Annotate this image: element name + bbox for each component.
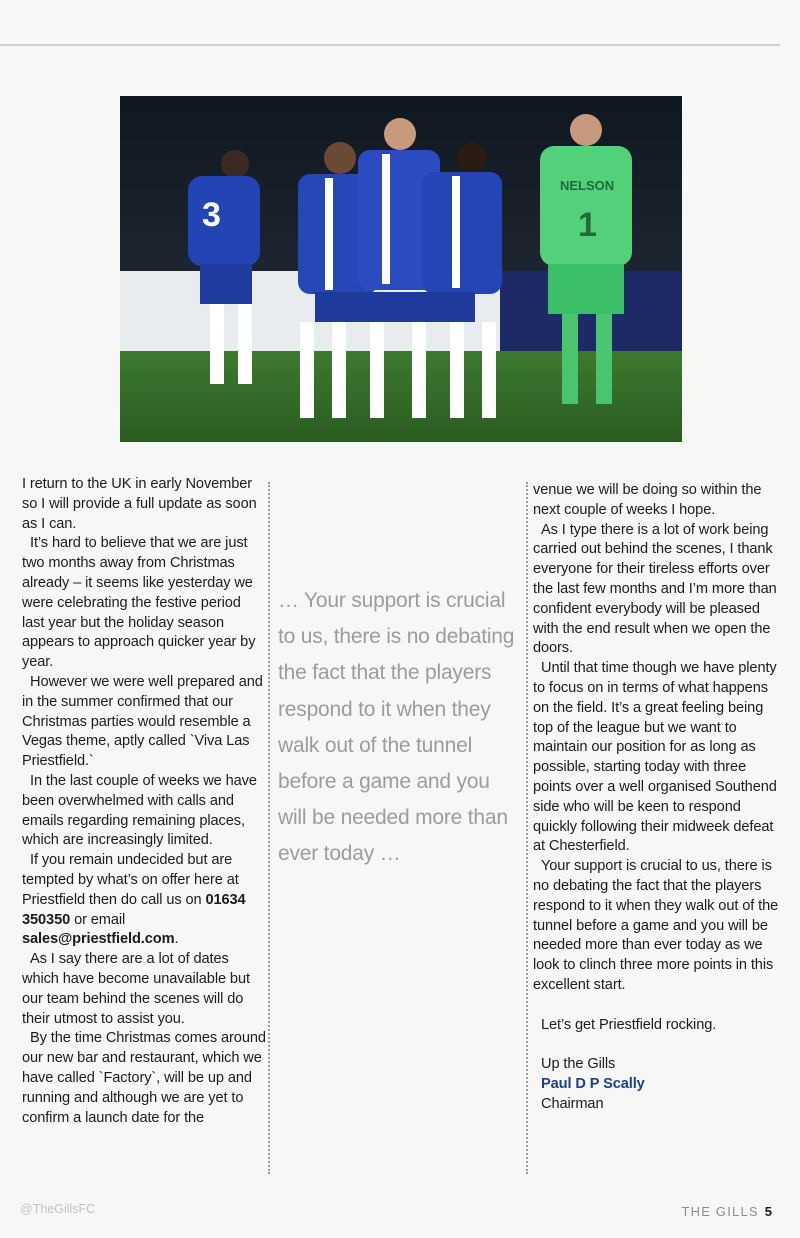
paragraph: Until that time though we have plenty to focus on in terms of what happens on the field. It’s a great feeling being top of the league but we want to maintain our position for as long as possible, starting today with three points over a well organised Southend side who will be keen to respond quickly following their midweek defeat at Chesterfield.: [533, 660, 777, 855]
signoff-name: Paul D P Scally: [541, 1075, 645, 1092]
right-column: [533, 481, 783, 1115]
paragraph: It’s hard to believe that we are just two months away from Christmas already – it seems like yesterday we were celebrating the festive period last year but the holiday season appears to approach quicker year by year.: [22, 535, 256, 671]
svg-text:3: 3: [202, 196, 221, 234]
publication-name: THE GILLS: [681, 1204, 759, 1219]
paragraph: Your support is crucial to us, there is no debating the fact that the players respond to it when they walk out of the tunnel before a game and you will be needed more than ever today as we look to clinch three more points in this excellent start.: [533, 858, 779, 993]
column-divider-right: [526, 482, 528, 1174]
keeper-name: NELSON: [560, 178, 615, 193]
left-column: [22, 475, 267, 1128]
paragraph: As I say there are a lot of dates which have become unavailable but our team behind the scenes will do their utmost to assist you.: [22, 951, 250, 1027]
phone-number: 01634 350350: [22, 891, 246, 928]
paragraph: However we were well prepared and in the summer confirmed that our Christmas parties would resemble a Vegas theme, aptly called `Viva Las Priestfield.`: [22, 673, 263, 770]
match-photo: [120, 96, 682, 442]
paragraph: venue we will be doing so within the next couple of weeks I hope.: [533, 482, 762, 518]
paragraph: As I type there is a lot of work being carried out behind the scenes, I thank everyone for their tireless efforts over the last few months and I’m more than confident everybody will be pleased with the end result when we open the doors.: [533, 521, 777, 657]
signoff-line: Up the Gills: [541, 1056, 616, 1073]
contact-text: .: [174, 931, 179, 948]
column-divider-left: [268, 482, 270, 1174]
contact-text: If you remain undecided but are tempted by what’s on offer here at Priestfield then do call us on: [22, 852, 239, 908]
pull-quote: … Your support is crucial to us, there is no debating the fact that the players respond to it when they walk out of the tunnel before a game and you will be needed more than ever today …: [278, 589, 515, 866]
twitter-handle: @TheGillsFC: [20, 1202, 96, 1216]
paragraph: In the last couple of weeks we have been overwhelmed with calls and emails regarding remaining places, which are increasingly limited.: [22, 772, 257, 849]
page-footer: [681, 1204, 772, 1219]
paragraph: I return to the UK in early November so I will provide a full update as soon as I can.: [22, 476, 257, 532]
email-address: sales@priestfield.com: [22, 931, 175, 948]
svg-text:1: 1: [578, 206, 597, 244]
contact-text: or email: [70, 911, 126, 928]
contact-paragraph: [22, 851, 267, 950]
page-number: 5: [764, 1204, 772, 1219]
closing-line: Let’s get Priestfield rocking.: [541, 1016, 717, 1033]
signoff-title: Chairman: [541, 1095, 604, 1112]
paragraph: By the time Christmas comes around our new bar and restaurant, which we have called `Factory`, will be up and running and although we are yet to confirm a launch date for the: [22, 1030, 266, 1126]
top-rule: [0, 44, 780, 46]
